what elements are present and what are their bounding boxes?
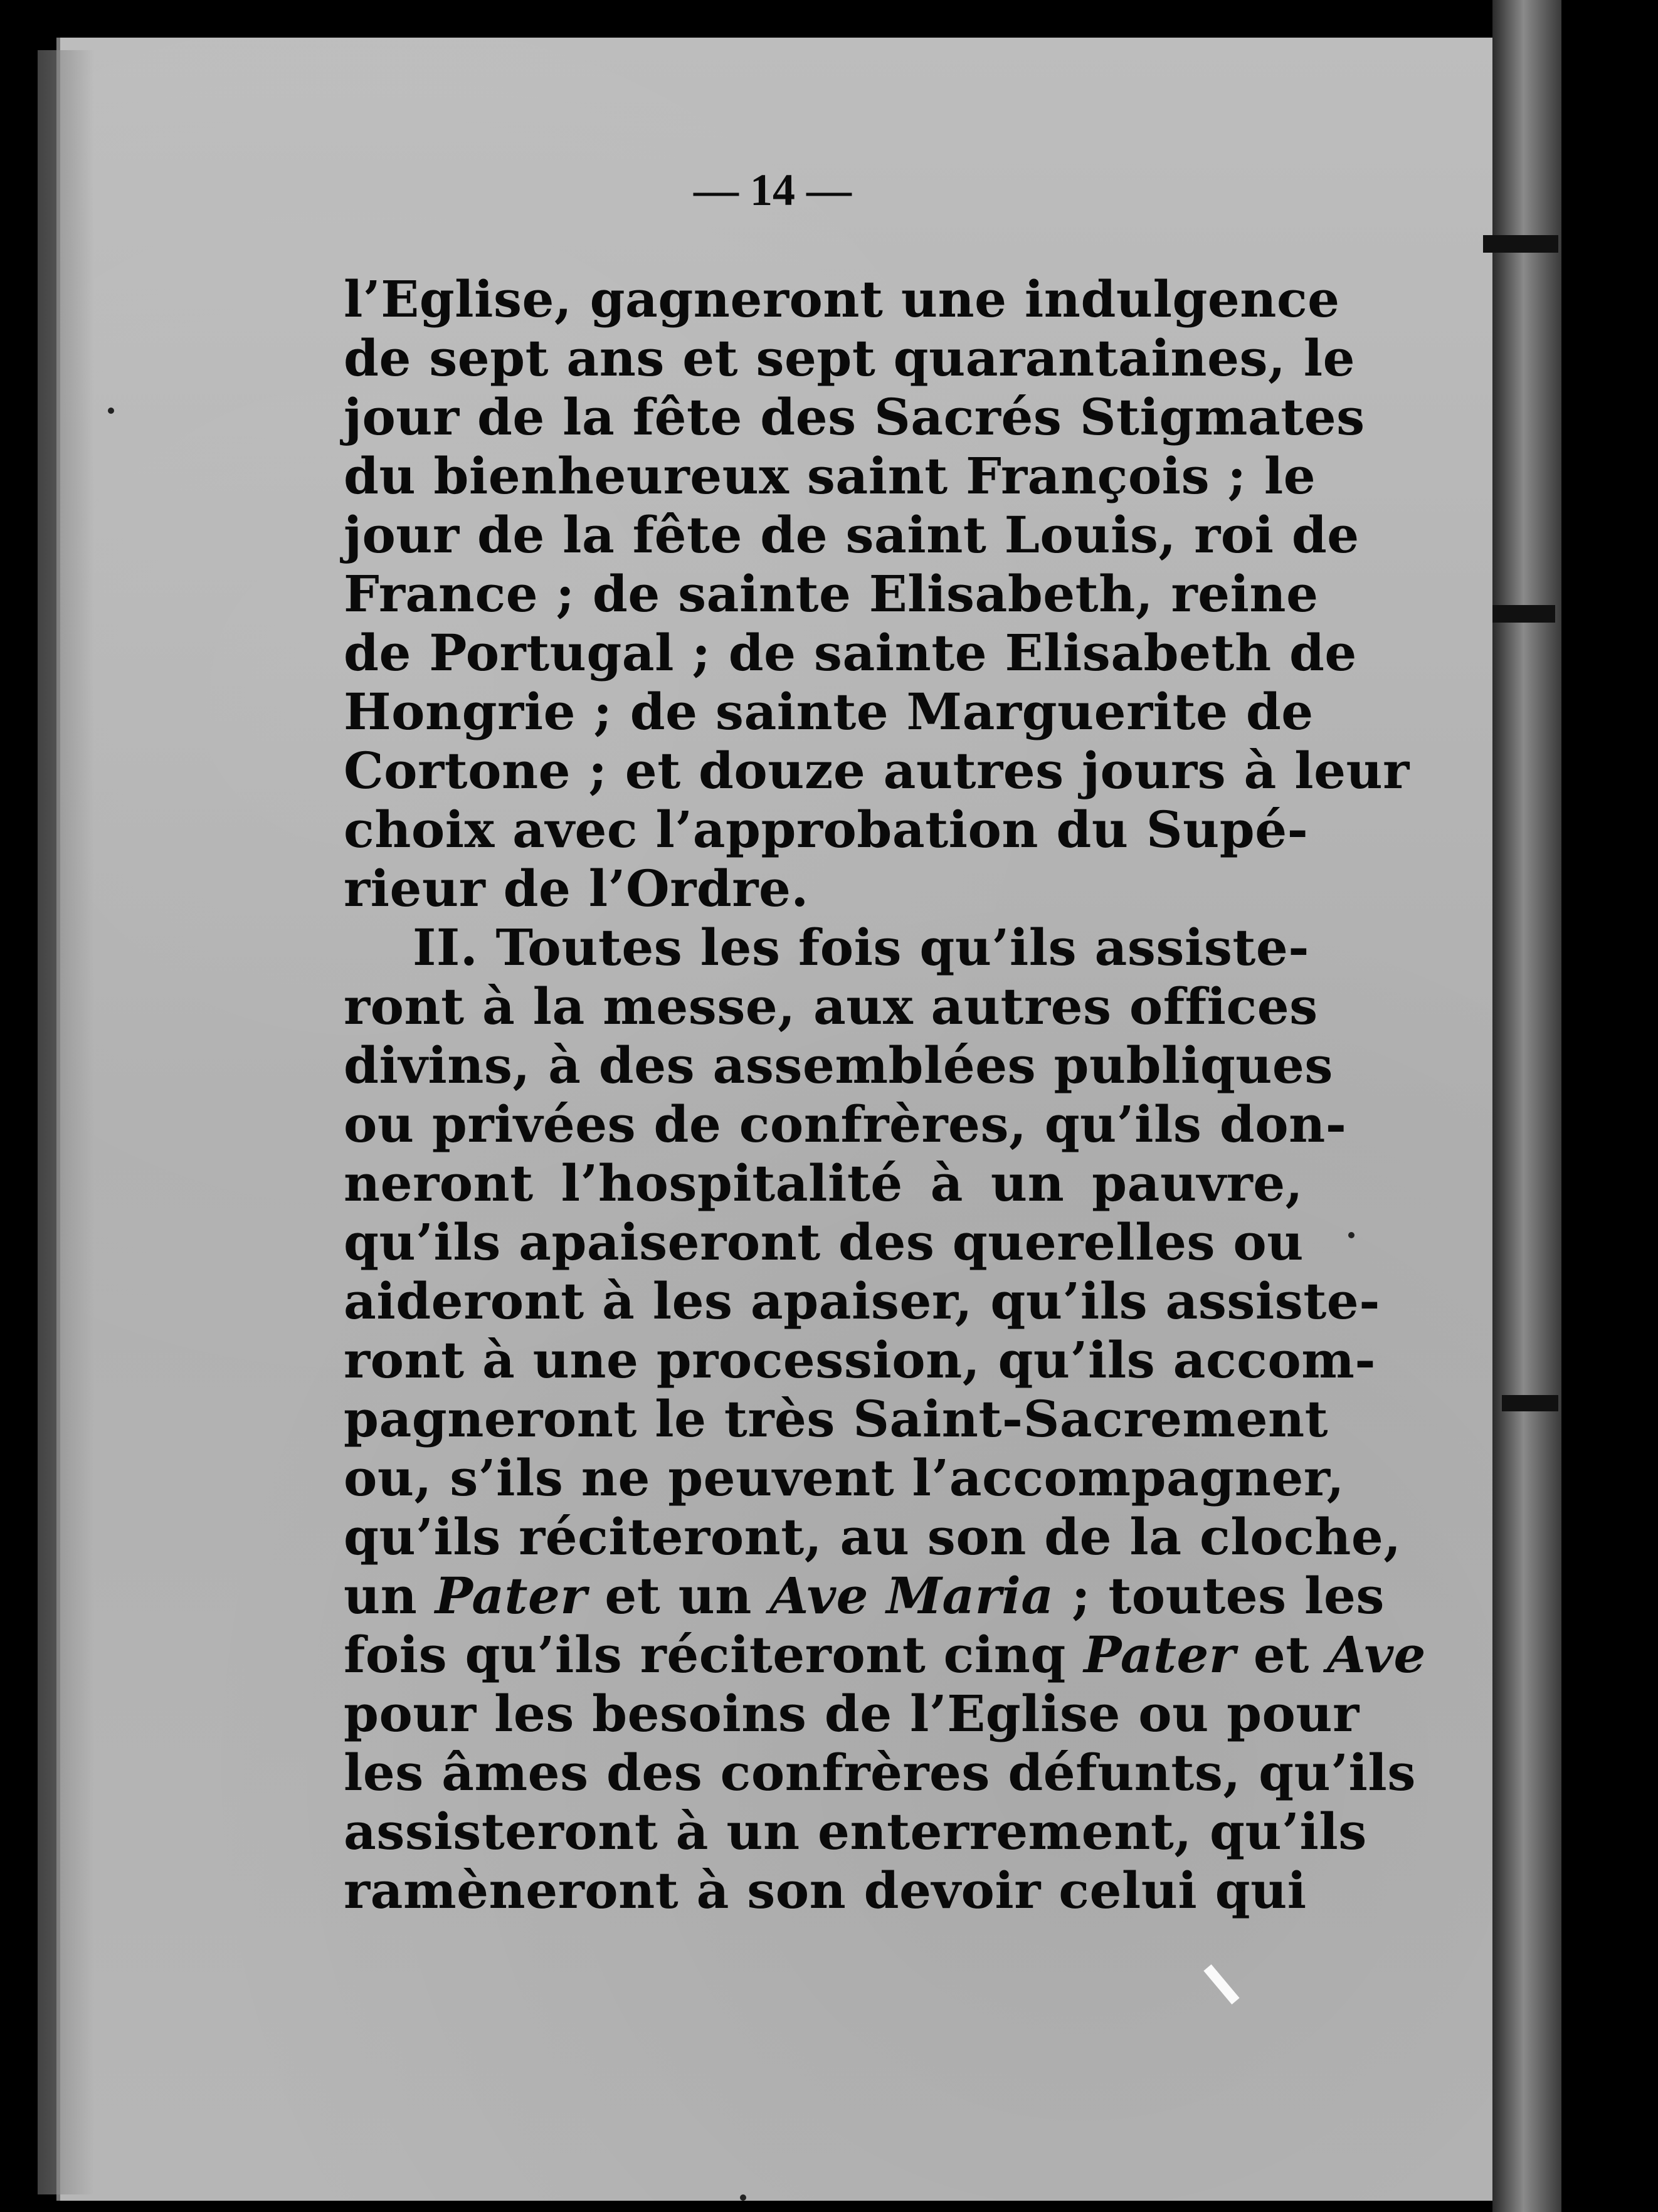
paper-speck <box>740 2194 746 2201</box>
text-line: assisteront à un enterrement, qu’ils <box>344 1802 1367 1861</box>
text-run: et <box>1235 1625 1328 1684</box>
italic-word-pater: Pater <box>435 1566 588 1625</box>
book-binding <box>1492 0 1561 2212</box>
text-line: ramèneront à son devoir celui qui <box>344 1861 1307 1920</box>
text-line: divins, à des assemblées publiques <box>344 1036 1333 1095</box>
text-line: pagneront le très Saint-Sacrement <box>344 1389 1329 1448</box>
text-line: jour de la fête de saint Louis, roi de <box>344 505 1360 564</box>
text-line: qu’ils apaiseront des querelles ou <box>344 1213 1304 1272</box>
paper-speck <box>1348 1232 1354 1238</box>
paragraph-start-line: II. Toutes les fois qu’ils assiste- <box>413 918 1309 977</box>
text-line: Hongrie ; de sainte Marguerite de <box>344 682 1314 741</box>
text-line: ront à une procession, qu’ils accom- <box>344 1330 1376 1389</box>
text-line: choix avec l’approbation du Supé- <box>344 800 1309 859</box>
text-line: de Portugal ; de sainte Elisabeth de <box>344 623 1357 682</box>
text-line: du bienheureux saint François ; le <box>344 446 1316 505</box>
binding-clip-lower <box>1502 1395 1558 1411</box>
text-line: ou, s’ils ne peuvent l’accompagner, <box>344 1448 1345 1507</box>
text-line: les âmes des confrères défunts, qu’ils <box>344 1743 1416 1802</box>
page-left-edge-shadow <box>38 50 94 2194</box>
text-line: ou privées de confrères, qu’ils don- <box>344 1095 1347 1154</box>
text-line: jour de la fête des Sacrés Stigmates <box>344 387 1365 446</box>
page-number: — 14 — <box>694 165 852 215</box>
text-run: et un <box>587 1566 770 1625</box>
text-line: l’Eglise, gagneront une indulgence <box>344 270 1340 329</box>
page-body-text <box>344 270 1426 1920</box>
binding-clip-middle <box>1492 605 1555 623</box>
text-line: qu’ils réciteront, au son de la cloche, <box>344 1507 1402 1566</box>
italic-word-pater: Pater <box>1084 1625 1236 1684</box>
text-line-with-italics <box>344 1566 1385 1625</box>
italic-word-ave: Ave <box>1327 1625 1426 1684</box>
text-line: ront à la messe, aux autres offices <box>344 977 1318 1036</box>
text-line: neront l’hospitalité à un pauvre, <box>344 1154 1303 1213</box>
text-line: France ; de sainte Elisabeth, reine <box>344 564 1319 623</box>
text-run: un <box>344 1566 435 1625</box>
text-line: Cortone ; et douze autres jours à leur <box>344 741 1410 800</box>
paper-speck <box>108 408 114 414</box>
text-line: rieur de l’Ordre. <box>344 859 809 918</box>
text-run: ; toutes les <box>1053 1566 1385 1625</box>
text-run: fois qu’ils réciteront cinq <box>344 1625 1084 1684</box>
binding-clip-top <box>1483 235 1558 253</box>
text-line: de sept ans et sept quarantaines, le <box>344 329 1355 387</box>
italic-words-ave-maria: Ave Maria <box>769 1566 1054 1625</box>
text-line: aideront à les apaiser, qu’ils assiste- <box>344 1272 1380 1330</box>
text-line-with-italics <box>344 1625 1426 1684</box>
text-line: pour les besoins de l’Eglise ou pour <box>344 1684 1360 1743</box>
scan-background-right <box>1561 0 1658 2212</box>
